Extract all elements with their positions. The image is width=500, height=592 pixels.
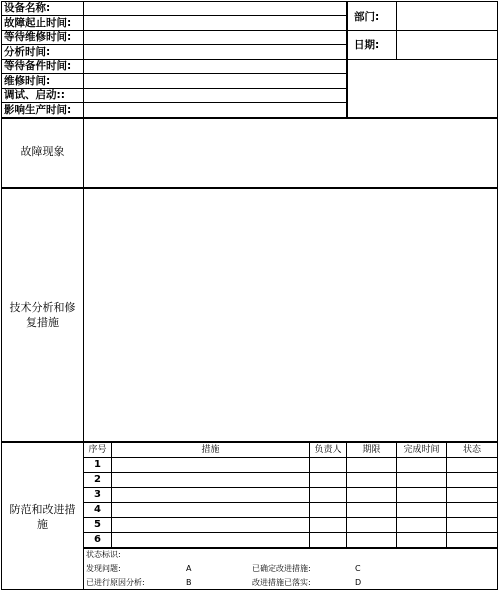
fault-phenomenon-label: 故障现象 bbox=[20, 145, 65, 158]
table-row[interactable] bbox=[112, 518, 497, 532]
production-impact-field[interactable] bbox=[84, 103, 346, 117]
prevention-label-line1: 防范和改进措 bbox=[9, 503, 76, 516]
header-measure: 措施 bbox=[201, 445, 220, 455]
fault-time-label: 故障起止时间: bbox=[4, 17, 72, 29]
status-code-b: B bbox=[186, 578, 192, 587]
status-code-a: A bbox=[186, 564, 192, 573]
row-number: 3 bbox=[94, 489, 101, 500]
debug-start-label: 调试、启动:: bbox=[4, 89, 65, 101]
analysis-bottom-line bbox=[1, 441, 498, 443]
header-completion-time: 完成时间 bbox=[403, 445, 440, 455]
equipment-name-label: 设备名称: bbox=[4, 2, 51, 14]
wait-repair-time-label: 等待维修时间: bbox=[4, 31, 72, 43]
analysis-time-label: 分析时间: bbox=[4, 46, 51, 58]
equipment-name-field[interactable] bbox=[84, 2, 346, 15]
date-label: 日期: bbox=[354, 39, 380, 51]
table-row[interactable] bbox=[112, 533, 497, 547]
debug-start-field[interactable] bbox=[84, 89, 346, 102]
production-impact-label: 影响生产时间: bbox=[4, 104, 72, 116]
wait-repair-time-field[interactable] bbox=[84, 31, 346, 44]
row-number: 6 bbox=[94, 534, 101, 545]
row-number: 5 bbox=[94, 519, 101, 530]
prevention-label-line2: 施 bbox=[37, 518, 48, 531]
fault-time-field[interactable] bbox=[84, 16, 346, 30]
repair-time-field[interactable] bbox=[84, 74, 346, 88]
row-number: 4 bbox=[94, 504, 101, 515]
table-row[interactable] bbox=[112, 473, 497, 487]
table-bottom-line bbox=[83, 547, 498, 549]
status-legend-title: 状态标识: bbox=[86, 550, 121, 559]
status-measures-defined: 已确定改进措施: bbox=[252, 564, 311, 573]
status-code-c: C bbox=[355, 564, 361, 573]
status-found-problem: 发现问题: bbox=[86, 564, 121, 573]
date-field[interactable] bbox=[397, 31, 497, 59]
status-cause-analyzed: 已进行原因分析: bbox=[86, 578, 145, 587]
wait-parts-time-field[interactable] bbox=[84, 60, 346, 73]
header-owner: 负责人 bbox=[314, 445, 342, 455]
analysis-time-field[interactable] bbox=[84, 45, 346, 59]
status-code-d: D bbox=[355, 578, 362, 587]
analysis-label-line1: 技术分析和修 bbox=[9, 301, 76, 314]
table-row[interactable] bbox=[112, 488, 497, 502]
header-status: 状态 bbox=[462, 445, 481, 455]
header-seq: 序号 bbox=[88, 445, 107, 455]
repair-time-label: 维修时间: bbox=[4, 75, 51, 87]
fault-phenomenon-field[interactable] bbox=[84, 119, 497, 187]
row-number: 1 bbox=[94, 459, 101, 470]
date-row-line bbox=[346, 59, 498, 60]
department-label: 部门: bbox=[354, 11, 380, 23]
technical-analysis-field[interactable] bbox=[84, 189, 497, 441]
status-measures-implemented: 改进措施已落实: bbox=[252, 578, 311, 587]
table-row[interactable] bbox=[112, 458, 497, 472]
header-deadline: 期限 bbox=[362, 445, 381, 455]
department-field[interactable] bbox=[397, 2, 497, 30]
wait-parts-time-label: 等待备件时间: bbox=[4, 60, 72, 72]
table-row[interactable] bbox=[112, 503, 497, 517]
analysis-label-line2: 复措施 bbox=[26, 316, 59, 329]
row-number: 2 bbox=[94, 474, 101, 485]
